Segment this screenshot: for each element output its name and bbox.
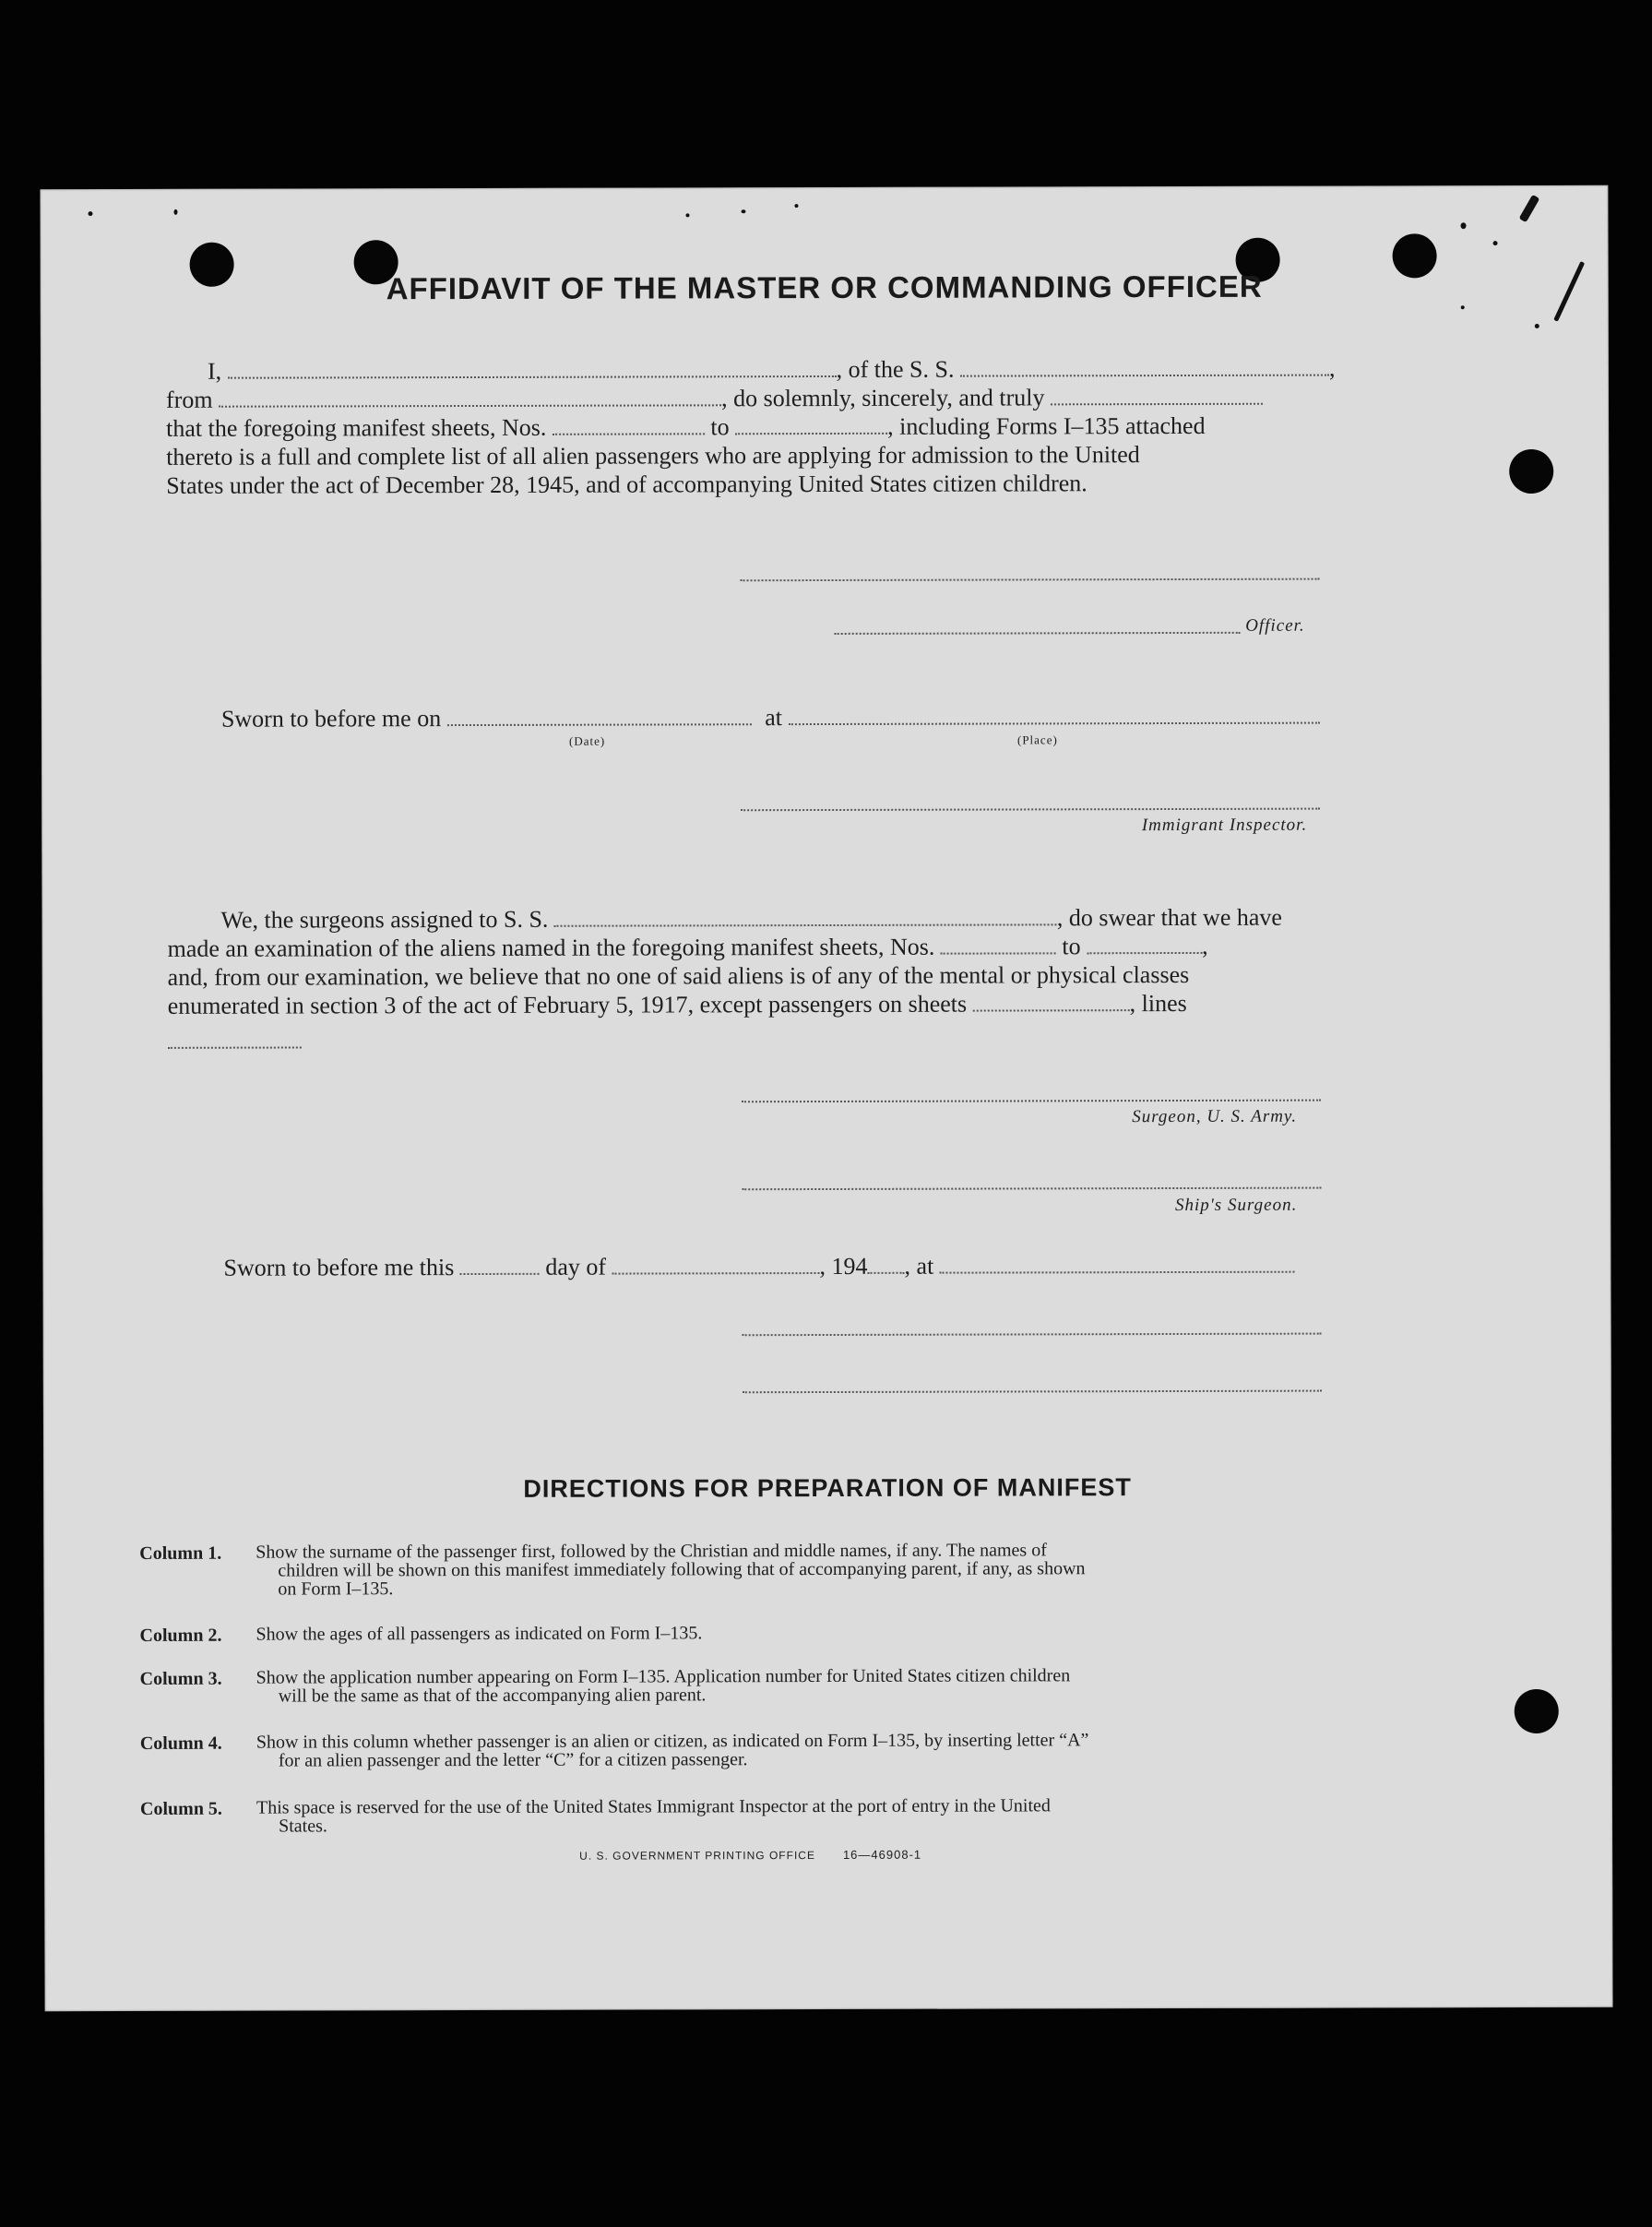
army-surgeon-signature-line[interactable] [742, 1100, 1321, 1103]
from-port-field[interactable] [219, 386, 721, 407]
label-text: at [765, 704, 783, 732]
direction-line: for an alien passenger and the letter “C” for a citizen passenger. [278, 1749, 748, 1771]
inspector-signature-line[interactable] [741, 808, 1320, 812]
master-line-4: thereto is a full and complete list of all alien passengers who are applying for admission to the United [166, 441, 1140, 470]
sworn-line-1 [221, 703, 1320, 733]
master-line-3 [166, 412, 1206, 443]
punch-hole [1509, 449, 1553, 494]
label-text: enumerated in section 3 of the act of February 5, 1917, except passengers on sheets [167, 990, 968, 1019]
label-text: , do swear that we have [1056, 903, 1282, 932]
label-text: to [1062, 933, 1081, 960]
label-text: , lines [1129, 989, 1187, 1018]
label-text: , [1202, 932, 1208, 959]
day-field[interactable] [460, 1255, 540, 1275]
master-signature-line[interactable] [741, 578, 1320, 582]
place-caption: (Place) [1016, 732, 1058, 747]
direction-label: Column 1. [139, 1542, 222, 1564]
direction-label: Column 5. [139, 1798, 222, 1819]
place-field[interactable] [788, 704, 1319, 726]
paper-speck [173, 209, 177, 215]
direction-line: Show the surname of the passenger first, followed by the Christian and middle names, if any. The names of [256, 1540, 1047, 1563]
direction-label: Column 4. [139, 1733, 222, 1754]
label-text: Sworn to before me on [220, 705, 442, 732]
direction-line: Show the ages of all passengers as indicated on Form I–135. [256, 1623, 703, 1645]
ship-surgeon-signature-line[interactable] [742, 1187, 1321, 1191]
label-text: We, the surgeons assigned to S. S. [220, 905, 549, 934]
surgeons-line-1 [167, 904, 1282, 935]
surgeon-sheets-to-field[interactable] [1087, 934, 1202, 954]
paper-speck [1461, 305, 1465, 309]
direction-label: Column 2. [139, 1625, 222, 1646]
army-surgeon-label: Surgeon, U. S. Army. [1132, 1106, 1298, 1127]
sheets-to-field[interactable] [735, 414, 887, 435]
label-text: , at [904, 1252, 934, 1280]
trailing-field[interactable] [1051, 385, 1263, 406]
inspector-label: Immigrant Inspector. [1141, 815, 1308, 836]
surgeon-sheets-from-field[interactable] [941, 934, 1056, 954]
direction-text [256, 1796, 1349, 1836]
direction-line: children will be shown on this manifest immediately following that of accompanying parent, if any, as shown [278, 1558, 1086, 1581]
name-field[interactable] [228, 357, 837, 379]
paper-speck [1535, 324, 1539, 328]
form-number: 16—46908-1 [842, 1847, 922, 1862]
officer-signature-line[interactable] [835, 632, 1241, 635]
paper-speck [1461, 222, 1467, 229]
paper-speck [1493, 241, 1498, 245]
label-text: , including Forms I–135 attached [887, 411, 1206, 440]
sworn-place-field[interactable] [940, 1253, 1295, 1274]
label-text: , [1328, 354, 1336, 382]
affidavit-form-sheet [40, 185, 1612, 2011]
paper-speck [794, 204, 798, 208]
paper-speck [1519, 195, 1540, 222]
direction-text [256, 1666, 1349, 1706]
year-field[interactable] [867, 1254, 904, 1274]
printer-imprint [579, 1848, 921, 1863]
surgeons-line-4 [168, 990, 1187, 1020]
direction-text [256, 1731, 1349, 1770]
label-text: day of [545, 1253, 607, 1280]
label-text: from [165, 386, 213, 413]
label-text: Sworn to before me this [223, 1254, 455, 1281]
printer-name: U. S. GOVERNMENT PRINTING OFFICE [579, 1849, 815, 1863]
direction-line: Show the application number appearing on Form I–135. Application number for United States citizen children [256, 1665, 1071, 1688]
label-text: made an examination of the aliens named in the foregoing manifest sheets, Nos. [167, 933, 935, 962]
direction-line: Show in this column whether passenger is an alien or citizen, as indicated on Form I–135, by inserting letter “A” [256, 1730, 1089, 1753]
surgeons-line-2 [168, 933, 1208, 963]
label-text: , of the S. S. [836, 355, 955, 383]
sworn-line-2 [223, 1252, 1294, 1282]
label-text: , 194 [819, 1252, 868, 1280]
surgeons-line-3: and, from our examination, we believe that no one of said aliens is of any of the mental or physical classes [167, 960, 1190, 991]
directions-title: DIRECTIONS FOR PREPARATION OF MANIFEST [523, 1473, 1132, 1503]
direction-text [256, 1623, 1349, 1644]
paper-speck [88, 211, 92, 216]
master-line-5: States under the act of December 28, 1945, and of accompanying United States citizen children. [166, 470, 1087, 499]
lines-field[interactable] [168, 1046, 302, 1048]
direction-text [256, 1541, 1349, 1599]
ship-name-field[interactable] [960, 356, 1329, 377]
paper-speck [741, 209, 745, 213]
direction-line: on Form I–135. [278, 1578, 394, 1600]
label-text: that the foregoing manifest sheets, Nos. [166, 413, 547, 442]
master-line-1 [166, 355, 1336, 386]
direction-label: Column 3. [139, 1668, 222, 1689]
signature-line[interactable] [743, 1390, 1322, 1394]
date-caption: (Date) [568, 733, 606, 748]
ship-surgeon-label: Ship's Surgeon. [1174, 1195, 1298, 1216]
direction-line: States. [279, 1816, 327, 1837]
label-text: , do solemnly, sincerely, and truly [721, 384, 1045, 412]
direction-line: will be the same as that of the accompanying alien parent. [278, 1685, 707, 1707]
sheets-from-field[interactable] [553, 414, 705, 435]
paper-speck [685, 213, 689, 217]
direction-line: This space is reserved for the use of the United States Immigrant Inspector at the port of entry in the United [256, 1795, 1051, 1818]
form-title: AFFIDAVIT OF THE MASTER OR COMMANDING OFFICER [386, 268, 1263, 306]
label-text: I, [207, 357, 222, 385]
signature-line[interactable] [743, 1333, 1322, 1337]
date-field[interactable] [447, 705, 752, 726]
label-text: to [710, 413, 730, 441]
except-sheets-field[interactable] [973, 991, 1130, 1011]
month-field[interactable] [612, 1254, 819, 1275]
punch-hole [1515, 1689, 1559, 1733]
officer-label: Officer. [1245, 615, 1305, 636]
surgeon-ship-field[interactable] [554, 905, 1057, 926]
master-line-2 [166, 384, 1263, 414]
